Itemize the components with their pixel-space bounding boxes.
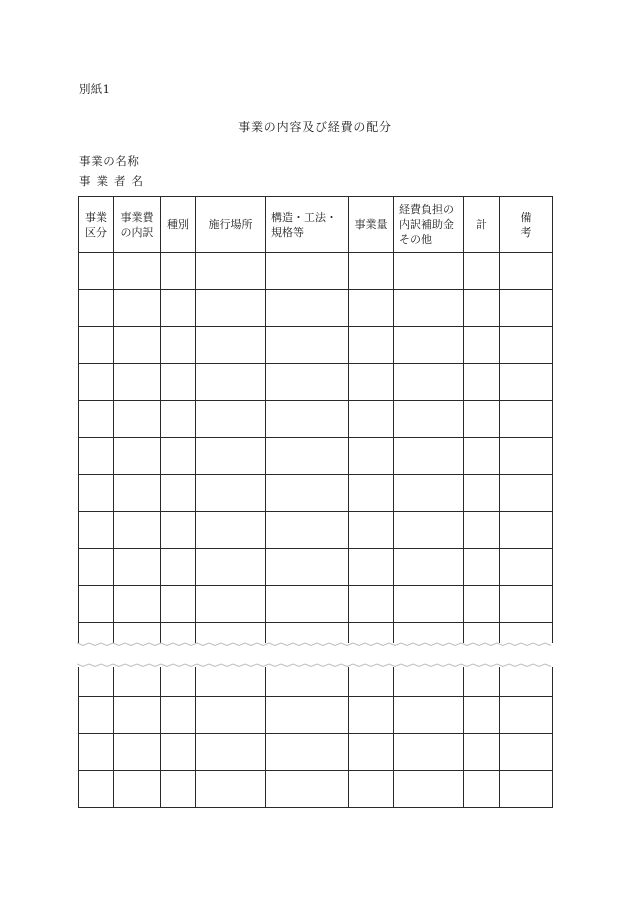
table-cell [394,734,464,771]
table-cell [196,549,266,586]
table-cell [464,290,500,327]
header-text: 事業費 の内訳 [120,210,154,239]
header-total [464,197,500,253]
table-cell [114,623,161,660]
table-cell [196,327,266,364]
table-cell [196,475,266,512]
table-cell [266,253,349,290]
table-cell [464,771,500,808]
table-cell [266,623,349,660]
table-cell [266,512,349,549]
header-text: 備考 [520,210,546,239]
table-row [79,438,553,475]
table-cell [349,364,394,401]
table-cell [394,512,464,549]
table-cell [394,475,464,512]
header-text: 種別 [167,218,189,231]
table-cell [114,290,161,327]
table-cell [196,401,266,438]
table-cell [266,734,349,771]
table-cell [114,586,161,623]
table-cell [79,290,114,327]
table-cell [500,364,553,401]
table-cell [349,660,394,697]
table-cell [161,327,196,364]
table-cell [464,660,500,697]
table-cell [394,401,464,438]
document-title [0,118,630,135]
header-text: 計 [476,218,487,231]
table-cell [266,697,349,734]
table-cell [266,438,349,475]
table-cell [464,586,500,623]
table-cell [349,290,394,327]
table-cell [79,697,114,734]
table-cell [79,734,114,771]
table-cell [161,512,196,549]
table-row [79,771,553,808]
header-text: 事業 区分 [85,210,107,239]
table-cell [79,771,114,808]
table-row [79,475,553,512]
appendix-label: 別紙1 [79,82,111,96]
table-cell [161,771,196,808]
table-cell [114,364,161,401]
table-cell [114,438,161,475]
table-cell [161,475,196,512]
table-cell [394,697,464,734]
table-cell [79,475,114,512]
header-text: 構造・工法・ 規格等 [271,210,337,239]
table-cell [196,623,266,660]
table-cell [114,660,161,697]
table-cell [266,290,349,327]
table-cell [349,697,394,734]
table-cell [196,734,266,771]
table-cell [394,438,464,475]
table-cell [161,697,196,734]
table-cell [266,549,349,586]
table-row [79,327,553,364]
table-cell [196,697,266,734]
table-cell [196,290,266,327]
table-cell [79,438,114,475]
table-row [79,697,553,734]
table-cell [196,586,266,623]
table-cell [394,771,464,808]
table-cell [349,771,394,808]
table-cell [114,475,161,512]
table-cell [349,734,394,771]
header-structure [266,197,349,253]
table-cell [464,475,500,512]
table-cell [114,512,161,549]
table-cell [266,401,349,438]
table-cell [196,771,266,808]
table-cell [500,734,553,771]
table-cell [161,438,196,475]
table-cell [464,438,500,475]
table-cell [500,401,553,438]
table-cell [266,475,349,512]
table-cell [349,401,394,438]
table-cell [394,660,464,697]
table-cell [266,660,349,697]
header-remarks [500,197,553,253]
table-row [79,290,553,327]
table-cell [394,364,464,401]
document-title-text: 事業の内容及び経費の配分 [238,120,392,134]
table-cell [196,253,266,290]
table-cell [266,364,349,401]
table-body [79,253,553,808]
table-row [79,734,553,771]
table-cell [161,660,196,697]
table-cell [79,623,114,660]
table-cell [114,771,161,808]
table-row [79,549,553,586]
table-cell [114,697,161,734]
table-cell [79,401,114,438]
table-cell [161,364,196,401]
table-cell [500,549,553,586]
table-cell [114,327,161,364]
table-cell [79,253,114,290]
table-cell [349,327,394,364]
table-cell [79,586,114,623]
table-cell [196,660,266,697]
table-cell [464,253,500,290]
operator-label: 事業者名 [79,174,149,188]
budget-table [78,196,553,808]
table-cell [196,364,266,401]
table-row [79,364,553,401]
table-cell [114,734,161,771]
table-cell [266,586,349,623]
table-row [79,512,553,549]
table-cell [196,512,266,549]
table-cell [500,327,553,364]
table-cell [79,660,114,697]
table-cell [161,401,196,438]
table-cell [114,549,161,586]
table-cell [349,549,394,586]
table-cell [394,327,464,364]
table-cell [79,512,114,549]
header-text: 経費負担の 内訳補助金 その他 [399,203,454,246]
table-cell [464,401,500,438]
table-cell [464,623,500,660]
table-cell [394,253,464,290]
header-project-category [79,197,114,253]
table-cell [394,586,464,623]
header-quantity [349,197,394,253]
table-cell [349,623,394,660]
table-cell [500,512,553,549]
table-cell [349,586,394,623]
table-cell [500,290,553,327]
table-cell [161,290,196,327]
table-cell [394,290,464,327]
table-cell [196,438,266,475]
table-cell [464,734,500,771]
table-cell [114,401,161,438]
header-location [196,197,266,253]
table-cell [349,438,394,475]
table-cell [161,623,196,660]
table-cell [79,364,114,401]
table-row [79,586,553,623]
table-row [79,401,553,438]
table-cell [500,660,553,697]
table-break-row [79,660,553,697]
table-cell [79,327,114,364]
table-cell [500,253,553,290]
project-name-label: 事業の名称 [79,154,140,168]
table-cell [161,253,196,290]
table-break-row [79,623,553,660]
table-cell [349,475,394,512]
table-cell [161,734,196,771]
table-cell [266,771,349,808]
table-cell [464,512,500,549]
table-cell [464,364,500,401]
table-cell [349,253,394,290]
table-cell [500,623,553,660]
table-header-row [79,197,553,253]
header-cost-sharing [394,197,464,253]
table-cell [349,512,394,549]
table-cell [464,327,500,364]
table-cell [500,771,553,808]
table-cell [161,549,196,586]
header-cost-breakdown [114,197,161,253]
table-cell [114,253,161,290]
header-text: 施行場所 [208,218,253,231]
table-cell [500,438,553,475]
table-cell [79,549,114,586]
table-cell [394,623,464,660]
table-cell [161,586,196,623]
table-row [79,253,553,290]
table-cell [500,697,553,734]
table-cell [464,697,500,734]
table-cell [266,327,349,364]
table-cell [464,549,500,586]
header-type [161,197,196,253]
header-text: 事業量 [354,218,388,231]
table-cell [394,549,464,586]
table-cell [500,475,553,512]
table-cell [500,586,553,623]
